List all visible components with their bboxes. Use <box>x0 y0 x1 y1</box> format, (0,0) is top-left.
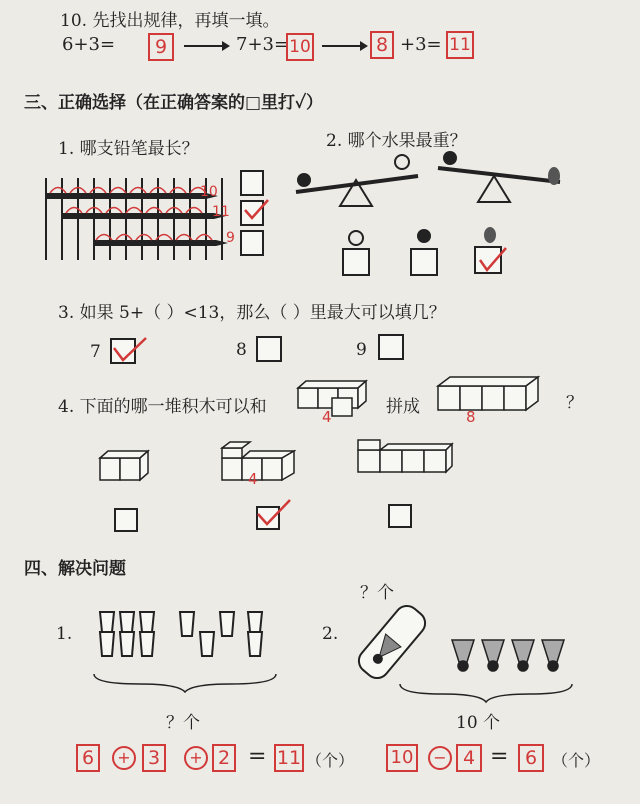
block-pile-figure <box>296 378 368 418</box>
pencil-mark-1: 10 <box>200 184 218 200</box>
block-count-mark: 8 <box>466 408 476 426</box>
problem2-number: 2. <box>322 624 339 644</box>
block-option-figure <box>98 448 150 482</box>
scales-figure <box>290 150 570 220</box>
eq2-unit: （个） <box>552 751 601 770</box>
brace-figure <box>90 670 280 696</box>
brace-figure <box>396 680 576 706</box>
check-mark-icon <box>474 244 510 276</box>
section4-title: 四、解决问题 <box>24 559 126 579</box>
pencils-figure <box>40 168 240 268</box>
mangosteen-icon <box>414 226 434 244</box>
pencil-mark-2: 11 <box>212 204 230 220</box>
eq2-result[interactable]: 6 <box>518 744 544 772</box>
pencil-mark-3: 9 <box>226 230 235 246</box>
q1-option-box[interactable] <box>240 230 264 256</box>
eq1-equals: = <box>248 744 267 769</box>
apple-icon <box>346 228 366 246</box>
q3-option-box[interactable] <box>378 334 404 360</box>
q3-option-label: 7 <box>90 342 101 362</box>
q3-prompt: 3. 如果 5+（ ）<13，那么（ ）里最大可以填几？ <box>58 303 446 323</box>
shuttlecocks-figure <box>450 636 570 676</box>
eq1-op-2: + <box>184 746 208 770</box>
check-mark-icon <box>254 496 294 530</box>
arrow-right-icon <box>320 38 368 54</box>
cups-figure <box>96 608 276 662</box>
q4-option-box[interactable] <box>388 504 412 528</box>
q4-prompt-b: 拼成 <box>386 397 420 417</box>
q10-answer-4[interactable]: 11 <box>446 31 474 59</box>
q10-expr-3: +3= <box>400 34 442 55</box>
section3-title <box>24 88 323 113</box>
check-mark-icon <box>110 332 150 366</box>
eq1-unit: （个） <box>306 751 355 770</box>
section3-title-close: ） <box>306 93 324 113</box>
q2-option-box[interactable] <box>342 248 370 276</box>
check-glyph: ✓ <box>295 93 307 113</box>
problem2-unknown: ？个 <box>360 583 394 603</box>
q4-option-box[interactable] <box>114 508 138 532</box>
eq2-term-b[interactable]: 4 <box>456 744 482 772</box>
q10-answer-2[interactable]: 10 <box>286 33 314 61</box>
eq2-equals: = <box>490 744 509 769</box>
check-mark-icon <box>240 196 270 226</box>
q3-option-label: 9 <box>356 340 367 360</box>
eq2-op: − <box>428 746 452 770</box>
block-count-mark: 4 <box>248 470 258 488</box>
eq2-term-a[interactable]: 10 <box>386 744 418 772</box>
q3-option-label: 8 <box>236 340 247 360</box>
problem1-number: 1. <box>56 624 73 644</box>
q10-expr-2: 7+3= <box>236 34 290 55</box>
eq1-term-a[interactable]: 6 <box>76 744 100 772</box>
q2-prompt: 2. 哪个水果最重？ <box>326 131 467 151</box>
q10-prompt: 10. 先找出规律，再填一填。 <box>60 11 280 31</box>
q1-prompt: 1. 哪支铅笔最长？ <box>58 139 199 159</box>
eq1-term-c[interactable]: 2 <box>212 744 236 772</box>
problem2-total: 10 个 <box>456 713 501 733</box>
pineapple-icon <box>482 222 498 244</box>
q1-option-box[interactable] <box>240 170 264 196</box>
q10-answer-1[interactable]: 9 <box>148 33 174 61</box>
eq1-op-1: + <box>112 746 136 770</box>
problem1-unknown: ？个 <box>166 713 200 733</box>
q3-option-box[interactable] <box>256 336 282 362</box>
q10-expr-1: 6+3= <box>62 34 116 55</box>
q2-option-box[interactable] <box>410 248 438 276</box>
block-target-figure <box>436 374 540 414</box>
block-option-figure <box>356 436 454 476</box>
eq1-result[interactable]: 11 <box>274 744 304 772</box>
q10-answer-3[interactable]: 8 <box>370 31 394 59</box>
block-option-figure <box>220 440 296 482</box>
shuttlecock-tube-figure <box>352 600 432 684</box>
q4-prompt-a: 4. 下面的哪一堆积木可以和 <box>58 397 267 417</box>
section3-title-text: 三、正确选择（在正确答案的□里打 <box>24 93 296 113</box>
arrow-right-icon <box>182 38 230 54</box>
eq1-term-b[interactable]: 3 <box>142 744 166 772</box>
q4-prompt-c: ？ <box>566 393 583 413</box>
block-count-mark: 4 <box>322 408 332 426</box>
